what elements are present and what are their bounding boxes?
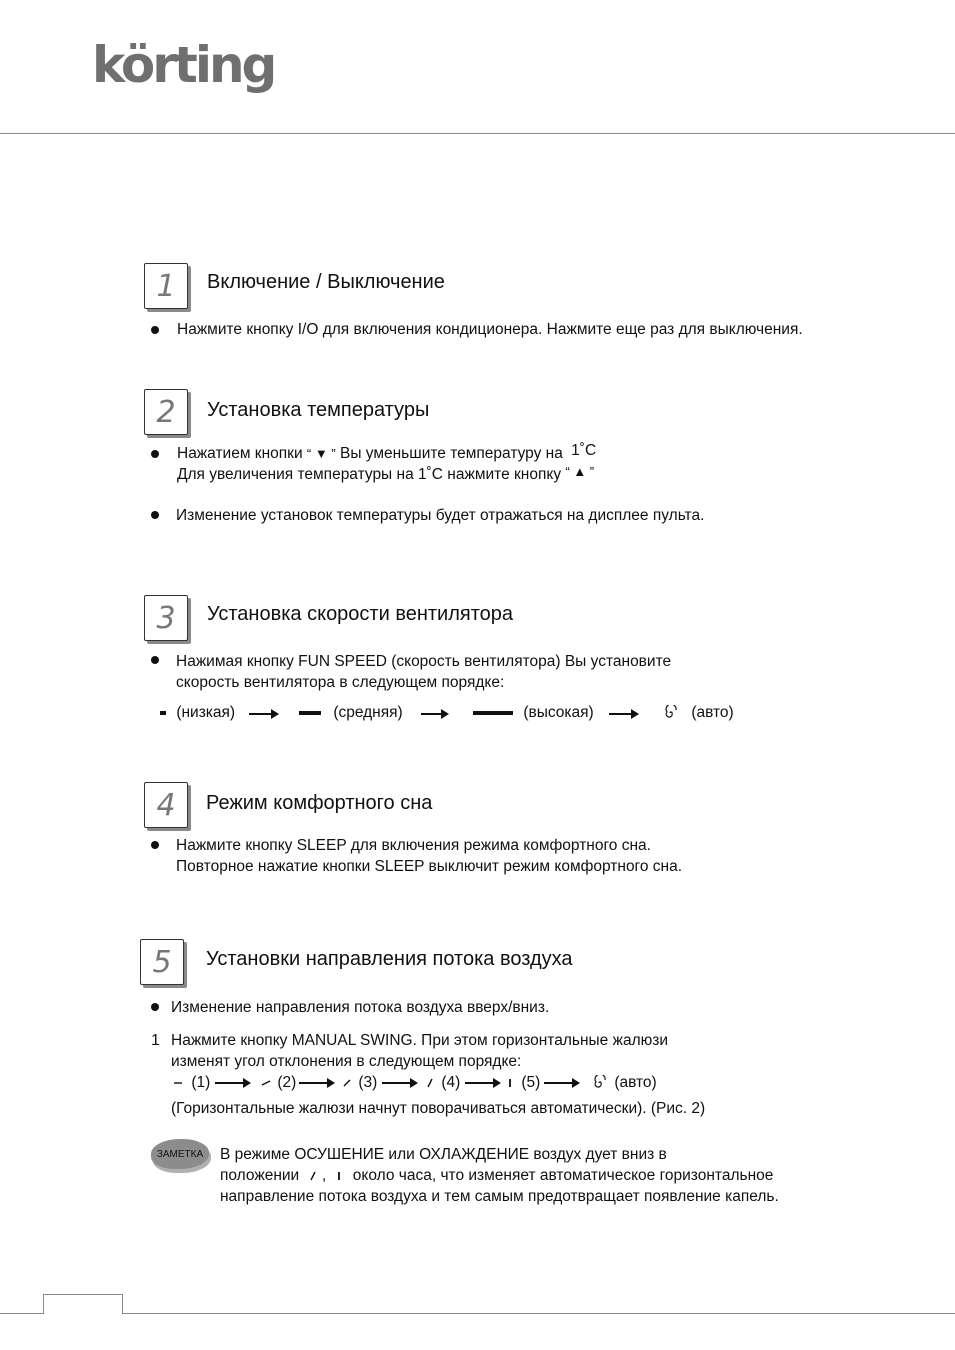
arrow-right-icon: [465, 1082, 499, 1084]
section-4-line-1: Нажмите кнопку SLEEP для включения режима комфортного сна.: [176, 837, 651, 854]
section-3-title: Установка скорости вентилятора: [207, 603, 514, 625]
louver-position-2: [261, 1072, 296, 1093]
section-5-bullet: Изменение направления потока воздуха вверх/вниз.: [171, 999, 550, 1016]
section-5-number: 5: [140, 939, 184, 985]
text: около часа, что изменяет автоматическое горизонтальное: [352, 1167, 774, 1184]
note-line-1: В режиме ОСУШЕНИЕ или ОХЛАЖДЕНИЕ воздух дует вниз в: [220, 1146, 667, 1163]
speed-medium-label: (средняя): [333, 704, 403, 721]
section-1-number: 1: [144, 263, 188, 309]
fan-speed-bar-icon: [160, 711, 166, 715]
louver-label: (2): [277, 1074, 297, 1091]
arrow-right-icon: [299, 1082, 333, 1084]
louver-label: (авто): [614, 1074, 657, 1091]
arrow-right-icon: [249, 713, 277, 715]
section-2-line-3: Изменение установок температуры будет отражаться на дисплее пульта.: [176, 507, 705, 524]
louver-label: (1): [191, 1074, 211, 1091]
section-4-line-2: Повторное нажатие кнопки SLEEP выключит режим комфортного сна.: [176, 858, 683, 875]
section-1-text: Нажмите кнопку I/O для включения кондиционера. Нажмите еще раз для выключения.: [177, 321, 803, 338]
section-3-line-1: Нажимая кнопку FUN SPEED (скорость вентилятора) Вы установите: [176, 653, 672, 670]
swirl-icon: [663, 705, 679, 721]
louver-position-icon: [308, 1171, 318, 1181]
fan-speed-bar-icon: [473, 711, 513, 715]
down-button-symbol: “ ▼ ”: [306, 446, 336, 461]
louver-position-icon: [425, 1078, 435, 1088]
louver-position-5: [505, 1072, 540, 1093]
louver-position-icon: [173, 1078, 183, 1088]
louver-label: (3): [358, 1074, 378, 1091]
up-button-symbol: “ ▲ ”: [565, 464, 595, 479]
step-number: 1: [151, 1032, 160, 1049]
note-badge: ЗАМЕТКА: [151, 1139, 209, 1169]
louver-position-icon: [334, 1171, 344, 1181]
speed-low: [160, 702, 235, 723]
temperature-unit: 1˚C: [418, 466, 443, 483]
bullet: [151, 1003, 159, 1011]
temperature-unit: 1˚C: [571, 442, 597, 459]
section-5-step-line-4: (Горизонтальные жалюзи начнут поворачиваться автоматически). (Рис. 2): [171, 1100, 706, 1117]
section-3-number: 3: [144, 595, 188, 641]
arrow-right-icon: [382, 1082, 416, 1084]
bullet: [151, 450, 159, 458]
section-2-line-2: [177, 464, 594, 485]
louver-position-1: [173, 1072, 210, 1093]
text: нажмите кнопку: [447, 466, 562, 483]
section-2-number: 2: [144, 389, 188, 435]
swirl-icon: [592, 1075, 608, 1091]
arrow-right-icon: [215, 1082, 249, 1084]
speed-auto-label: (авто): [691, 704, 734, 721]
section-5-step-line-2: изменят угол отклонения в следующем порядке:: [171, 1053, 522, 1070]
speed-high: [473, 702, 594, 723]
arrow-right-icon: [421, 713, 447, 715]
section-2-line-1: [177, 443, 596, 464]
section-5-title: Установки направления потока воздуха: [206, 948, 573, 970]
louver-position-icon: [342, 1078, 352, 1088]
speed-low-label: (низкая): [176, 704, 236, 721]
text: Для увеличения температуры на: [177, 466, 414, 483]
separator: ,: [321, 1167, 327, 1184]
arrow-right-icon: [544, 1082, 578, 1084]
section-4-number: 4: [144, 782, 188, 828]
bullet: [151, 656, 159, 664]
speed-auto: [663, 702, 734, 723]
header-divider: [0, 133, 955, 134]
louver-position-icon: [505, 1078, 515, 1088]
text: Нажатием кнопки: [177, 445, 303, 462]
bullet: [151, 326, 159, 334]
louver-position-icon: [261, 1078, 271, 1088]
fan-speed-bar-icon: [299, 711, 321, 715]
text: Вы уменьшите температуру на: [339, 445, 563, 462]
section-3-line-2: скорость вентилятора в следующем порядке:: [176, 674, 505, 691]
section-1-title: Включение / Выключение: [207, 271, 445, 293]
arrow-right-icon: [609, 713, 637, 715]
note-line-2: [220, 1165, 773, 1186]
speed-medium: [299, 702, 403, 723]
section-5-step-line-1: Нажмите кнопку MANUAL SWING. При этом горизонтальные жалюзи: [171, 1032, 669, 1049]
page-number-tab: [43, 1294, 123, 1314]
note-line-3: направление потока воздуха и тем самым предотвращает появление капель.: [220, 1188, 779, 1205]
footer-divider: [0, 1313, 955, 1314]
brand-logo: körting: [92, 36, 275, 94]
louver-position-4: [425, 1072, 460, 1093]
section-2-title: Установка температуры: [207, 399, 430, 421]
louver-label: (4): [441, 1074, 461, 1091]
louver-position-auto: [592, 1072, 657, 1093]
text: положении: [220, 1167, 300, 1184]
louver-position-3: [342, 1072, 377, 1093]
bullet: [151, 841, 159, 849]
bullet: [151, 511, 159, 519]
section-4-title: Режим комфортного сна: [206, 792, 433, 814]
speed-high-label: (высокая): [523, 704, 594, 721]
louver-label: (5): [521, 1074, 541, 1091]
